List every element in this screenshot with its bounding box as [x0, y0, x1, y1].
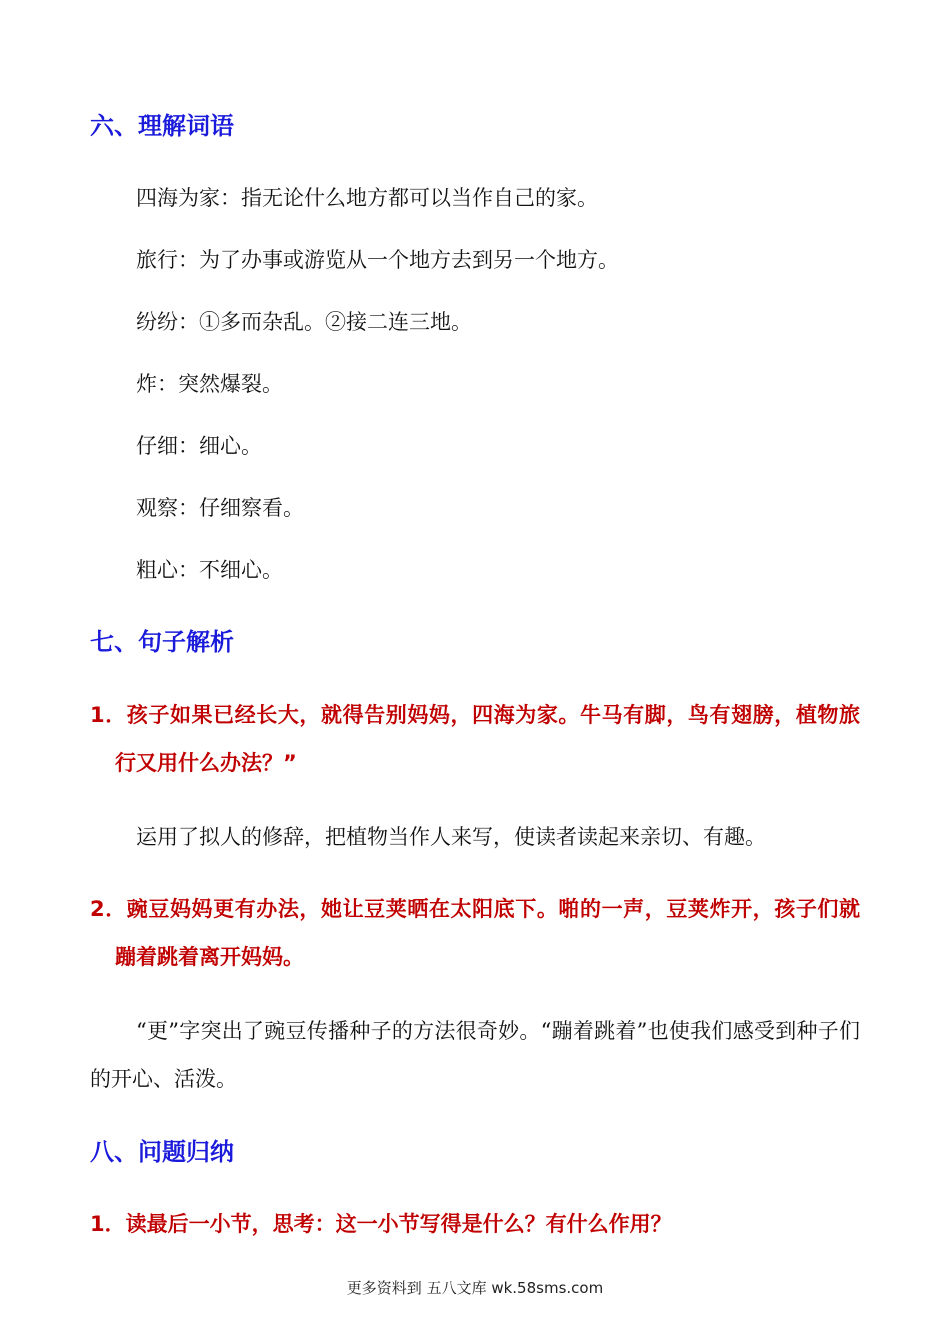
definition-item: 四海为家：指无论什么地方都可以当作自己的家。	[136, 186, 598, 210]
page-footer: 更多资料到 五八文库 wk.58sms.com	[346, 1279, 604, 1297]
section-heading-vocabulary: 六、理解词语	[90, 112, 234, 140]
analysis-answer: 运用了拟人的修辞，把植物当作人来写，使读者读起来亲切、有趣。	[136, 825, 766, 849]
section-heading-questions: 八、问题归纳	[90, 1138, 234, 1166]
summary-question: 1．读最后一小节，思考：这一小节写得是什么？有什么作用？	[90, 1212, 672, 1236]
analysis-question: 2．豌豆妈妈更有办法，她让豆荚晒在太阳底下。啪的一声，豆荚炸开，孩子们就蹦着跳着离开妈妈。	[90, 897, 860, 969]
definition-item: 炸：突然爆裂。	[136, 372, 283, 396]
definition-item: 纷纷：①多而杂乱。②接二连三地。	[136, 310, 472, 334]
definition-item: 观察：仔细察看。	[136, 496, 304, 520]
analysis-answer: “更”字突出了豌豆传播种子的方法很奇妙。“蹦着跳着”也使我们感受到种子们的开心、活泼。	[90, 1019, 860, 1091]
definition-item: 粗心：不细心。	[136, 558, 283, 582]
section-heading-sentence-analysis: 七、句子解析	[90, 628, 234, 656]
definition-item: 仔细：细心。	[136, 434, 262, 458]
analysis-question: 1．孩子如果已经长大，就得告别妈妈，四海为家。牛马有脚，鸟有翅膀，植物旅行又用什么办法？”	[90, 703, 860, 775]
definition-item: 旅行：为了办事或游览从一个地方去到另一个地方。	[136, 248, 619, 272]
